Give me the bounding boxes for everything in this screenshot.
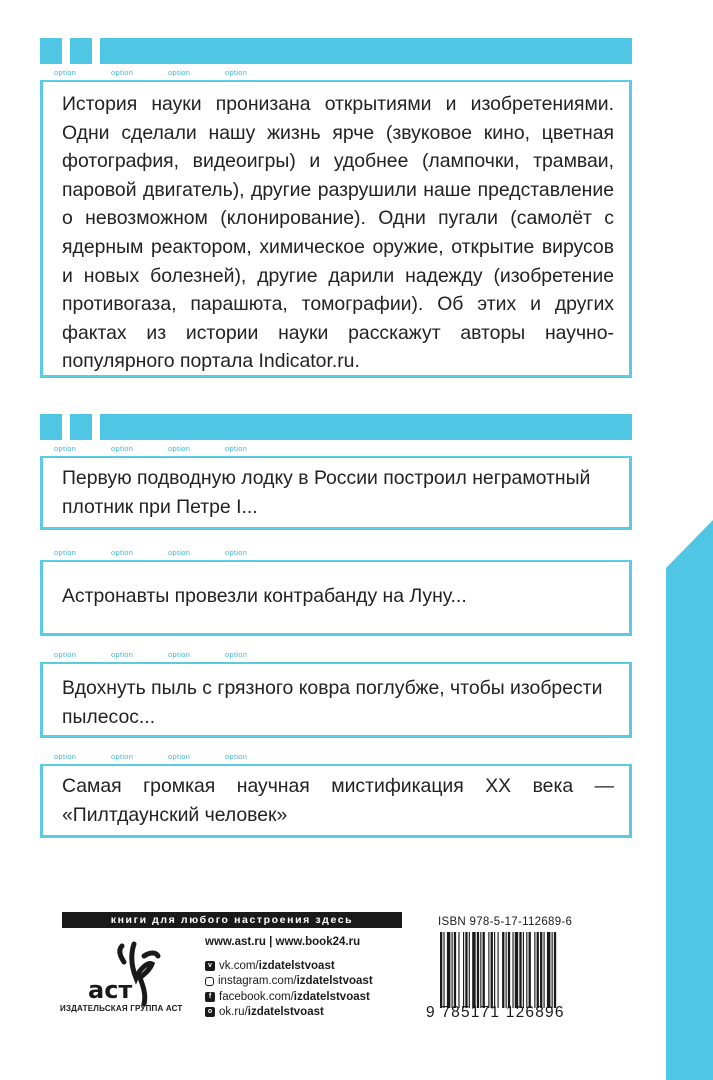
window-menu (54, 444, 282, 453)
barcode-bar (508, 932, 510, 1008)
publisher-links (205, 936, 373, 1020)
fact-text-1: Первую подводную лодку в России построил неграмотный плотник при Петре I... (62, 467, 591, 518)
fact-window-2 (40, 546, 632, 636)
barcode-bar (529, 932, 531, 1008)
barcode-bar (547, 932, 550, 1008)
menu-item-4[interactable]: option (225, 650, 248, 659)
barcode-bar (515, 932, 518, 1008)
barcode-bar (440, 932, 442, 1008)
fact-text-2: Астронавты провезли контрабанду на Луну... (62, 585, 467, 607)
side-accent-tip (666, 520, 713, 568)
barcode-bar (526, 932, 527, 1008)
fact-window-1 (40, 414, 632, 530)
isbn-text: ISBN 978-5-17-112689-6 (438, 916, 573, 928)
barcode-bar (472, 932, 475, 1008)
barcode-bar (491, 932, 493, 1008)
menu-item-4[interactable]: option (225, 444, 248, 453)
barcode-bar (494, 932, 495, 1008)
barcode-bar (519, 932, 521, 1008)
menu-item-4[interactable]: option (225, 752, 248, 761)
side-accent-strip (666, 568, 713, 1080)
fact-text-3: Вдохнуть пыль с грязного ковра поглубже, чтобы изобрести пылесос... (62, 677, 603, 728)
barcode-bar (477, 932, 479, 1008)
social-link-facebook[interactable]: f facebook.com/ izdatelstvoast (205, 989, 373, 1005)
barcode-bar (465, 932, 467, 1008)
menu-item-1[interactable]: option (54, 444, 77, 453)
barcode-bar (512, 932, 513, 1008)
blurb-text: История науки пронизана открытиями и изобретениями. Одни сделали нашу жизнь ярче (звуковое кино, цветная фотография, видеоигры) и удобнее (лампочки, трамваи, паровой двигатель), другие разрушили наше представление о невозможном (клонирование). Одни пугали (самолёт с ядерным реактором, химическое оружие, открытие вирусов и новых болезней), другие дарили надежду (изобретение противогаза, парашюта, томографии). Об этих и других фактах из истории науки расскажут авторы научно-популярного портала Indicator.ru. (62, 93, 614, 373)
barcode-bar (544, 932, 545, 1008)
ok-icon: o (205, 1007, 215, 1017)
menu-item-3[interactable]: option (168, 68, 191, 77)
barcode-bar (552, 932, 553, 1008)
menu-item-3[interactable]: option (168, 444, 191, 453)
barcode-bar (443, 932, 444, 1008)
barcode-bar (537, 932, 539, 1008)
menu-item-2[interactable]: option (111, 752, 134, 761)
menu-item-4[interactable]: option (225, 548, 248, 557)
blurb-window (40, 38, 632, 378)
barcode-bar (498, 932, 499, 1008)
menu-item-2[interactable]: option (111, 68, 134, 77)
social-link-vk[interactable]: v vk.com/ izdatelstvoast (205, 958, 373, 974)
barcode-bar (454, 932, 456, 1008)
barcode-number: 9 785171 126896 (426, 1004, 565, 1021)
barcode-bar (447, 932, 450, 1008)
menu-item-1[interactable]: option (54, 650, 77, 659)
barcode-bar (458, 932, 459, 1008)
menu-item-1[interactable]: option (54, 752, 77, 761)
barcode-bar (540, 932, 542, 1008)
vk-icon: v (205, 961, 215, 971)
barcode-bar (534, 932, 535, 1008)
barcode-bar (480, 932, 481, 1008)
social-link-ok[interactable]: o ok.ru/ izdatelstvoast (205, 1005, 373, 1021)
publisher-name: ИЗДАТЕЛЬСКАЯ ГРУППА АСТ (60, 1004, 183, 1013)
fact-text-4: Самая громкая научная мистификация XX века — «Пилтдаунский человек» (62, 775, 614, 826)
logo-text: аст (88, 976, 133, 1004)
website-links[interactable]: www.ast.ru | www.book24.ru (205, 936, 361, 948)
menu-item-2[interactable]: option (111, 548, 134, 557)
barcode-bar (506, 932, 507, 1008)
window-titlebar (40, 414, 632, 440)
barcode-bar (502, 932, 504, 1008)
barcode-bar (554, 932, 556, 1008)
window-menu (54, 548, 282, 557)
window-menu (54, 752, 282, 761)
menu-item-2[interactable]: option (111, 444, 134, 453)
barcode-bar (452, 932, 453, 1008)
menu-item-4[interactable]: option (225, 68, 248, 77)
window-menu (54, 68, 282, 77)
menu-item-2[interactable]: option (111, 650, 134, 659)
window-menu (54, 650, 282, 659)
menu-item-3[interactable]: option (168, 548, 191, 557)
barcode-bar (469, 932, 470, 1008)
menu-item-1[interactable]: option (54, 68, 77, 77)
social-link-instagram[interactable]: instagram.com/ izdatelstvoast (205, 974, 373, 990)
barcode (440, 932, 590, 1008)
barcode-bar (483, 932, 485, 1008)
barcode-bar (463, 932, 464, 1008)
facebook-icon: f (205, 992, 215, 1002)
barcode-bar (488, 932, 489, 1008)
fact-window-3 (40, 648, 632, 738)
menu-item-1[interactable]: option (54, 548, 77, 557)
instagram-icon (205, 977, 214, 986)
menu-item-3[interactable]: option (168, 650, 191, 659)
tagline-banner: книги для любого настроения здесь (62, 912, 402, 928)
window-titlebar (40, 38, 632, 64)
barcode-bar (523, 932, 524, 1008)
menu-item-3[interactable]: option (168, 752, 191, 761)
fact-window-4 (40, 750, 632, 838)
